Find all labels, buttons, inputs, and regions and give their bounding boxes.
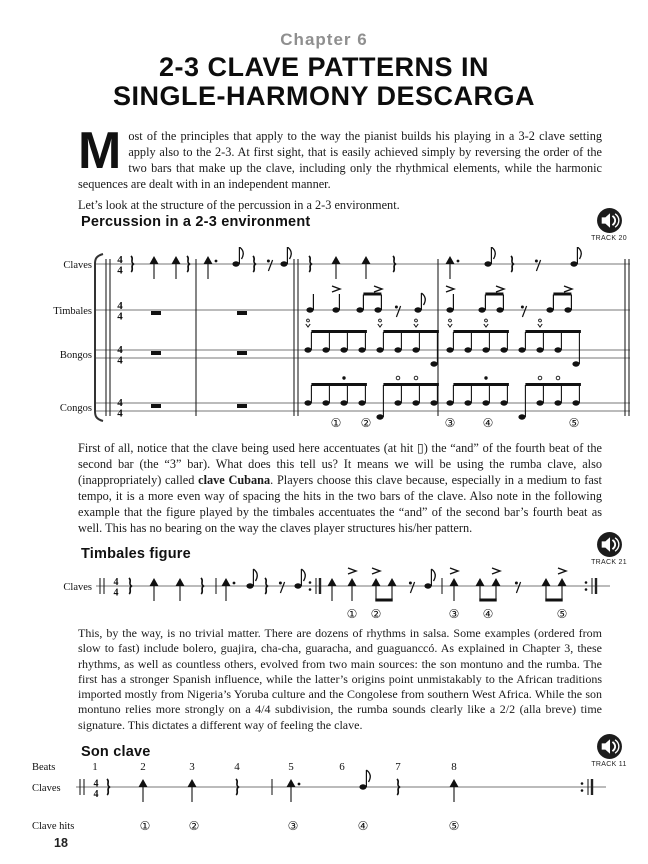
staff-lines <box>96 264 630 411</box>
svg-text:4: 4 <box>113 577 119 588</box>
track-label: TRACK 20 <box>591 235 627 242</box>
claves-staff <box>129 568 567 602</box>
svg-text:②: ② <box>370 607 382 621</box>
svg-text:6: 6 <box>339 761 345 773</box>
svg-text:3: 3 <box>189 761 195 773</box>
paragraph-text: First of all, notice that the clave being used here accentuates (at hit ▯) the “and” of the fourth beat of the second bar (the “3” bar). What does this tell us? It means we will be using the rumba clave, also (inappropriately) called <box>78 441 602 487</box>
system-bracket <box>95 254 103 421</box>
timbales-staff <box>151 286 572 317</box>
claves-staff <box>107 770 459 802</box>
hit-numbers <box>140 819 460 833</box>
svg-text:4: 4 <box>113 587 119 599</box>
staff-label-claves: Claves <box>63 582 92 593</box>
title-line-1: 2-3 CLAVE PATTERNS IN <box>158 52 490 82</box>
drop-cap: M <box>78 122 122 180</box>
svg-text:4: 4 <box>117 354 123 367</box>
intro-paragraph <box>78 122 602 192</box>
hits-row-label: Clave hits <box>32 821 75 832</box>
staff-label-timbales: Timbales <box>53 306 92 317</box>
svg-text:1: 1 <box>92 761 98 773</box>
svg-text:①: ① <box>346 607 358 621</box>
time-signatures <box>117 254 123 420</box>
congos-staff <box>151 376 581 420</box>
staff-label-claves: Claves <box>32 783 61 794</box>
section-heading-percussion: Percussion in a 2-3 environment <box>81 214 311 230</box>
svg-text:③: ③ <box>287 819 299 833</box>
clave-cubana-term: clave Cubana <box>198 473 271 487</box>
track-20-badge <box>584 207 634 242</box>
hit-numbers <box>347 607 568 621</box>
bongos-staff <box>151 319 581 367</box>
beats-row-label: Beats <box>32 762 56 773</box>
svg-text:8: 8 <box>451 761 457 773</box>
svg-text:②: ② <box>188 819 200 833</box>
svg-text:5: 5 <box>288 761 294 773</box>
svg-text:4: 4 <box>93 789 99 800</box>
svg-text:④: ④ <box>482 607 494 621</box>
rumba-clave-paragraph <box>78 440 602 536</box>
speaker-icon <box>596 531 623 558</box>
paragraph-text: . Players choose this clave because, especially in a medium to fast tempo, it is a more even way of spacing the hits in the two bars of the clave. Also note in the following example that the figure played by the timbales accentuates the “and” of the second bar’s fourth beat as well. This has no bearing on the way the claves player structures his/her pattern. <box>78 473 602 535</box>
svg-text:⑤: ⑤ <box>556 607 568 621</box>
track-label: TRACK 21 <box>591 559 627 566</box>
svg-text:4: 4 <box>117 407 123 420</box>
intro-paragraph-text: ost of the principles that apply to the way the pianist builds his playing in a 3-2 clave setting apply also to the 2-3. At first sight, that is easily achieved simply by reversing the order of the two bars that make up the clave, including only the rhythmical elements, while the harmonic sequences are dealt with in an independent manner. <box>78 129 602 191</box>
svg-text:4: 4 <box>117 300 123 312</box>
chapter-label: Chapter 6 <box>280 30 368 49</box>
rhythms-paragraph: This, by the way, is no trivial matter. There are dozens of rhythms in salsa. Some examples (ordered from slow to fast) include bolero, guajira, cha-cha, guaracha, and guaguanccó. As explained in Chapter 3, these rhythms, as well as countless others, evolved from two main sources: the son montuno and the rumba. The first has a stronger Spanish influence, while the latter’s origins point unmistakably to the African traditions imported mostly from Nigeria’s Yoruba culture and the Congolese from southern West Africa. While the son montuno relies more strongly on a 4/4 subdivision, the rumba sounds clearly like a 2/2 (alla breve) time signature. This dictates a different way of feeling the clave. <box>78 626 602 732</box>
title-line-2: SINGLE-HARMONY DESCARGA <box>112 81 536 111</box>
staff-label-claves: Claves <box>63 260 92 271</box>
svg-text:③: ③ <box>448 607 460 621</box>
page-number: 18 <box>54 836 68 850</box>
svg-text:①: ① <box>330 416 342 430</box>
section-heading-son-clave: Son clave <box>81 744 151 760</box>
svg-text:②: ② <box>360 416 372 430</box>
staff-label-congos: Congos <box>59 403 92 414</box>
svg-text:4: 4 <box>117 397 123 409</box>
svg-text:④: ④ <box>357 819 369 833</box>
svg-text:⑤: ⑤ <box>448 819 460 833</box>
barlines <box>106 259 629 416</box>
svg-text:4: 4 <box>117 344 123 356</box>
svg-text:4: 4 <box>117 254 123 266</box>
svg-text:4: 4 <box>117 264 123 277</box>
svg-text:4: 4 <box>93 778 99 790</box>
section-heading-timbales: Timbales figure <box>81 546 191 562</box>
percussion-score <box>30 247 640 433</box>
svg-text:①: ① <box>139 819 151 833</box>
track-21-badge <box>584 531 634 566</box>
track-label: TRACK 11 <box>591 761 627 768</box>
svg-text:③: ③ <box>444 416 456 430</box>
svg-text:2: 2 <box>140 761 146 773</box>
svg-text:④: ④ <box>482 416 494 430</box>
claves-staff <box>131 247 581 279</box>
staff-label-bongos: Bongos <box>59 350 92 361</box>
timbales-figure-score <box>30 566 640 622</box>
speaker-icon <box>596 207 623 234</box>
son-clave-score <box>26 753 641 837</box>
svg-text:4: 4 <box>234 761 240 773</box>
lead-in-paragraph: Let’s look at the structure of the percussion in a 2-3 environment. <box>78 198 400 212</box>
page-title <box>0 53 648 111</box>
svg-text:⑤: ⑤ <box>568 416 580 430</box>
svg-text:7: 7 <box>395 761 401 773</box>
svg-text:4: 4 <box>117 310 123 323</box>
beat-numbers <box>92 761 457 773</box>
hit-numbers <box>331 416 580 430</box>
